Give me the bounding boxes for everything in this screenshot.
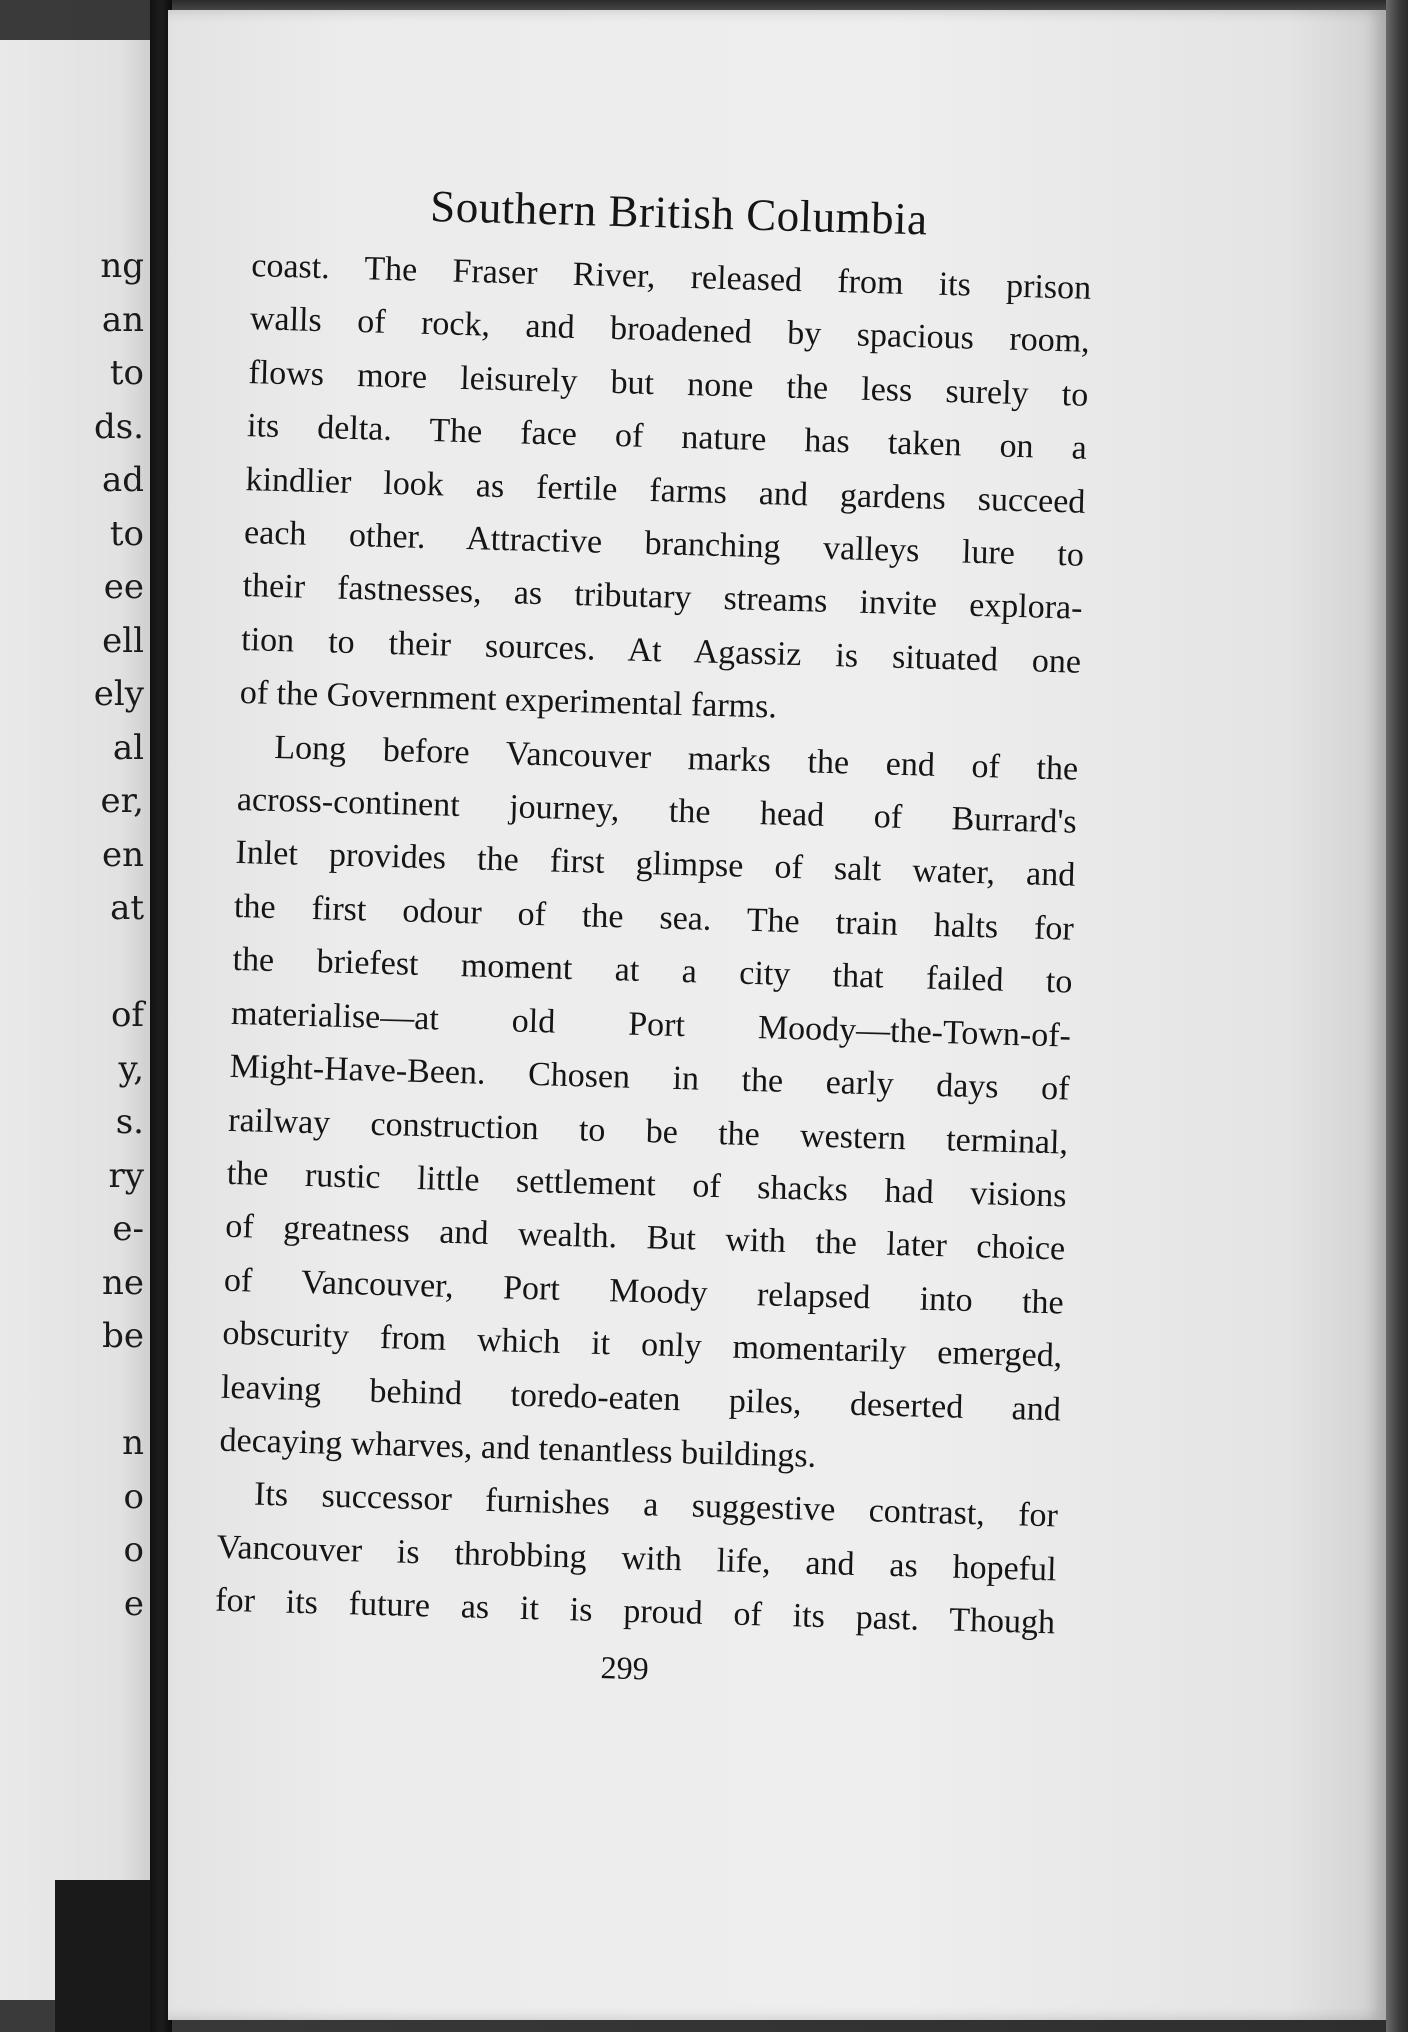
left-page-fragment: o (123, 1530, 144, 1570)
left-page-fragment: o (123, 1476, 144, 1517)
left-page-fragment: er, (100, 781, 144, 821)
text-line: materialise—at old Port Moody—the-Town-of- (230, 994, 1072, 1055)
left-page-fragment: y, (118, 1048, 144, 1089)
left-page-fragment: ry (108, 1155, 144, 1196)
left-page-fragment: an (101, 299, 144, 340)
left-page-fragment: en (101, 834, 144, 875)
text-line: obscurity from which it only momentarily emerged, (222, 1314, 1063, 1375)
text-line: the rustic little settlement of shacks had visions (226, 1154, 1068, 1215)
left-page-fragment: of (110, 995, 144, 1035)
text-line: walls of rock, and broadened by spacious room, (249, 300, 1091, 361)
text-line: Might-Have-Been. Chosen in the early days of (229, 1047, 1070, 1108)
left-page-fragment: ds. (93, 406, 144, 447)
left-page-fragment: ell (102, 620, 144, 661)
text-line: the first odour of the sea. The train halts for (233, 887, 1075, 948)
page-number: 299 (600, 1648, 650, 1686)
text-line: Its successor furnishes a suggestive contrast, for (253, 1476, 1059, 1535)
left-page-fragment: al (112, 727, 144, 768)
text-line: of the Government experimental farms. (239, 674, 778, 726)
left-page-fragment (94, 936, 144, 990)
text-line: across-continent journey, the head of Burrard's (236, 781, 1078, 841)
text-line: railway construction to be the western terminal, (227, 1101, 1069, 1162)
gutter-shadow (55, 1880, 150, 2032)
text-line: coast. The Fraser River, released from its prison (250, 247, 1092, 307)
left-page-fragment: ely (93, 674, 144, 714)
left-page (0, 40, 150, 2000)
text-line: Long before Vancouver marks the end of the (273, 728, 1079, 788)
text-line: their fastnesses, as tributary streams invite explora- (242, 567, 1083, 628)
left-page-text-fragments (94, 240, 144, 1631)
left-page-fragment: to (109, 353, 144, 393)
text-line: its delta. The face of nature has taken on a (246, 407, 1088, 468)
body-text (171, 238, 1118, 1651)
text-line: decaying wharves, and tenantless buildings. (219, 1421, 817, 1475)
text-line: leaving behind toredo-eaten piles, deserted and (220, 1368, 1062, 1428)
left-page-fragment: ad (101, 460, 144, 500)
text-line: of Vancouver, Port Moody relapsed into the (223, 1261, 1065, 1322)
left-page-fragment: s. (115, 1102, 144, 1142)
text-line: for its future as it is proud of its past. Though (214, 1581, 1056, 1642)
left-page-fragment: e- (112, 1209, 144, 1249)
left-page-fragment (94, 1364, 144, 1418)
running-head: Southern British Columbia (429, 180, 929, 245)
left-page-fragment: n (122, 1423, 144, 1463)
text-line: of greatness and wealth. But with the later choice (224, 1208, 1066, 1268)
left-page-fragment: ne (101, 1262, 144, 1303)
text-line: flows more leisurely but none the less surely to (248, 353, 1089, 414)
text-line: kindlier look as fertile farms and gardens succeed (245, 460, 1086, 521)
page-stack-edge (1386, 0, 1408, 2032)
text-line: the briefest moment at a city that failed to (232, 941, 1073, 1001)
text-line: tion to their sources. At Agassiz is situated one (240, 620, 1082, 681)
left-page-fragment: to (109, 513, 144, 554)
text-line: Vancouver is throbbing with life, and as hopeful (216, 1528, 1057, 1589)
text-line: each other. Attractive branching valleys lure to (243, 514, 1085, 574)
text-line: Inlet provides the first glimpse of salt water, and (235, 834, 1076, 895)
left-page-fragment: at (110, 888, 144, 928)
left-page-fragment: ng (100, 246, 144, 286)
left-page-fragment: be (102, 1316, 144, 1356)
page-text-block (169, 170, 1120, 1705)
left-page-fragment: ee (103, 567, 144, 607)
left-page-fragment: e (123, 1583, 144, 1624)
